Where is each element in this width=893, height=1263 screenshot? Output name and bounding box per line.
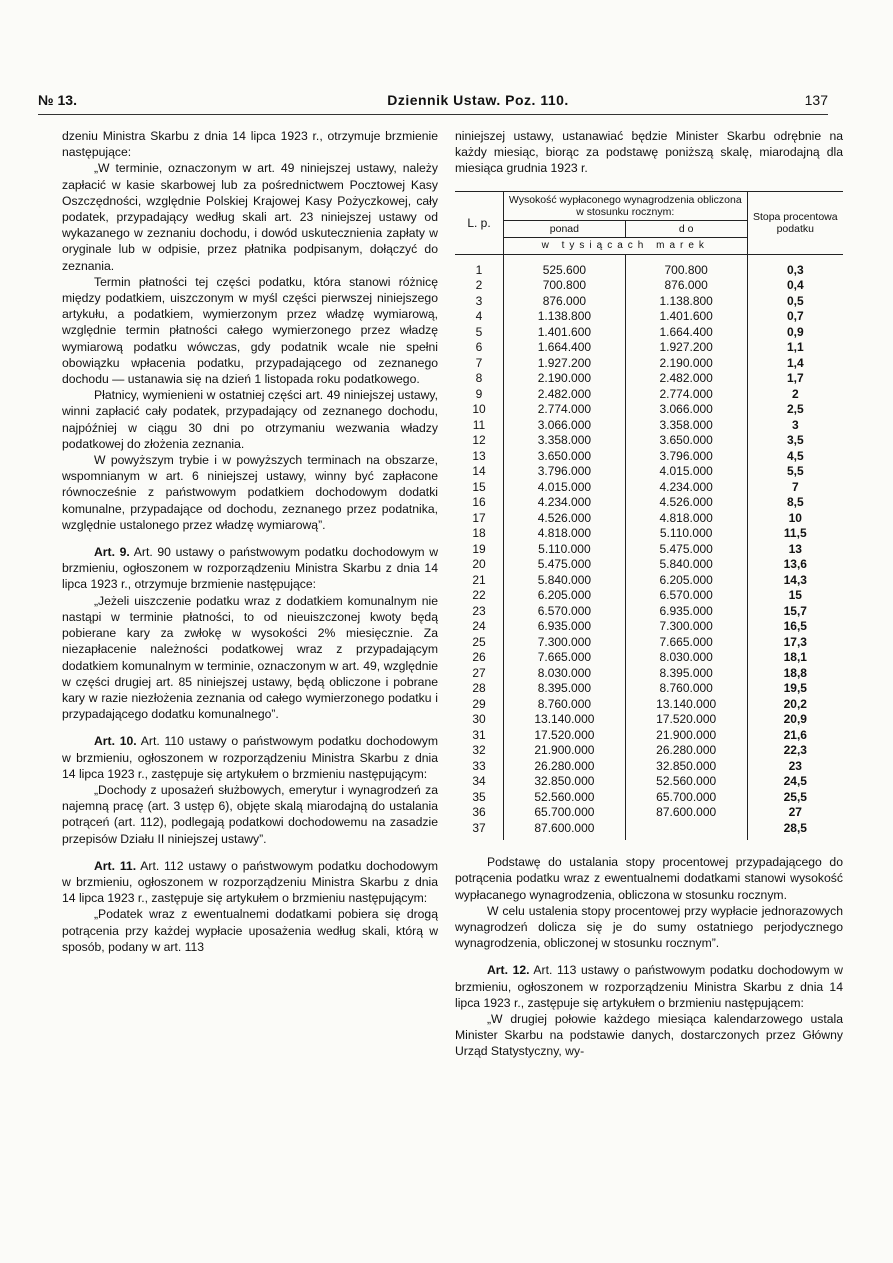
article-text: Art. 112 ustawy o państwowym podatku dochodowym w brzmieniu, ogłoszonem w rozporządzeniu Ministra Skarbu z dnia 14 lipca 1923 r., zastępuje się artykułem o brzmieniu następującym: [62,858,438,906]
cell-lp: 21 [455,573,504,589]
cell-rate: 23 [788,758,802,773]
cell-rate: 0,9 [786,324,804,339]
table-row [455,728,843,744]
table-row [455,573,843,589]
cell-to: 21.900.000 [625,728,747,744]
cell-to: 2.190.000 [625,356,747,372]
cell-from: 6.570.000 [504,604,626,620]
cell-rate: 28,5 [783,820,807,835]
cell-to: 6.570.000 [625,588,747,604]
cell-from: 8.030.000 [504,666,626,682]
table-row [455,681,843,697]
cell-lp: 16 [455,495,504,511]
table-row [455,309,843,325]
cell-lp: 29 [455,697,504,713]
table-row [455,650,843,666]
cell-lp: 33 [455,759,504,775]
cell-from: 700.800 [504,278,626,294]
table-row [455,511,843,527]
article-label: Art. 9. [94,545,130,560]
table-row [455,325,843,341]
cell-to: 7.300.000 [625,619,747,635]
cell-rate: 18,1 [783,650,807,665]
cell-to: 65.700.000 [625,790,747,806]
cell-to: 2.482.000 [625,371,747,387]
cell-from: 7.300.000 [504,635,626,651]
cell-lp: 3 [455,294,504,310]
paragraph: niniejszej ustawy, ustanawiać będzie Minister Skarbu odrębnie na każdy miesiąc, biorąc za podstawę poniższą skalę, miarodajną dla miesiąca grudnia 1923 r. [455,129,843,176]
column-header-rate: Stopa procentowa podatku [747,191,843,254]
cell-to: 6.935.000 [625,604,747,620]
cell-to: 3.650.000 [625,433,747,449]
paragraph: „Podatek wraz z ewentualnemi dodatkami pobiera się drogą potrącenia przy każdej wypłacie uposażenia według skali, którą w sposób, podany w art. 113 [62,907,438,954]
cell-to: 700.800 [625,254,747,278]
paragraph: Płatnicy, wymienieni w ostatniej części art. 49 niniejszej ustawy, winni zapłacić cały podatek, przypadający od zeznanego dochodu, najpóźniej w ciągu 30 dni po otrzymaniu wezwania władzy podatkowej do złożenia zeznania. [62,388,438,451]
cell-from: 87.600.000 [504,821,626,841]
cell-from: 8.760.000 [504,697,626,713]
table-row [455,356,843,372]
cell-to: 3.358.000 [625,418,747,434]
table-row [455,805,843,821]
cell-rate: 5,5 [786,464,804,479]
cell-to: 4.234.000 [625,480,747,496]
cell-from: 4.818.000 [504,526,626,542]
cell-to: 1.401.600 [625,309,747,325]
cell-lp: 13 [455,449,504,465]
cell-rate: 1,7 [786,371,804,386]
cell-lp: 8 [455,371,504,387]
cell-lp: 14 [455,464,504,480]
tax-scale-table [455,191,843,841]
cell-rate: 11,5 [783,526,807,541]
issue-number: № 13. [38,92,77,108]
article-label: Art. 10. [94,734,137,749]
cell-lp: 2 [455,278,504,294]
cell-to: 6.205.000 [625,573,747,589]
tax-scale-table-wrapper [455,191,843,841]
cell-lp: 31 [455,728,504,744]
cell-to: 32.850.000 [625,759,747,775]
cell-lp: 27 [455,666,504,682]
table-row [455,759,843,775]
left-column [62,128,438,955]
cell-to: 52.560.000 [625,774,747,790]
cell-lp: 36 [455,805,504,821]
paragraph: dzeniu Ministra Skarbu z dnia 14 lipca 1923 r., otrzymuje brzmienie następujące: [62,129,438,160]
table-row [455,418,843,434]
table-row [455,433,843,449]
cell-lp: 34 [455,774,504,790]
table-row [455,604,843,620]
article-10 [62,733,438,782]
cell-rate: 0,4 [786,278,804,293]
table-row [455,480,843,496]
cell-rate: 19,5 [783,681,807,696]
paragraph: Podstawę do ustalania stopy procentowej przypadającego do potrącenia podatku wraz z ewentualnemi dodatkami stanowi wysokość wypłacanego wynagrodzenia, obliczona w stosunku rocznym. [455,855,843,902]
table-row [455,371,843,387]
cell-from: 5.840.000 [504,573,626,589]
cell-to: 3.796.000 [625,449,747,465]
cell-from: 52.560.000 [504,790,626,806]
cell-from: 21.900.000 [504,743,626,759]
paragraph: „Dochody z uposażeń służbowych, emerytur i wynagrodzeń za najemną pracę (art. 3 ustęp 6), objęte skalą miarodajną do ustalania potrąceń (art. 112), podlegają podatkowi dochodowemu na zasadzie przepisów Działu II niniejszej ustawy”. [62,782,438,846]
cell-from: 26.280.000 [504,759,626,775]
cell-rate: 13 [788,541,802,556]
column-header-from: ponad [504,220,626,237]
cell-to: 87.600.000 [625,805,747,821]
cell-lp: 25 [455,635,504,651]
column-header-wage: Wysokość wypłaconego wynagrodzenia obliczona w stosunku rocznym: [504,191,748,220]
header-rule [38,114,828,115]
cell-from: 1.401.600 [504,325,626,341]
cell-from: 3.358.000 [504,433,626,449]
table-row [455,340,843,356]
cell-rate: 16,5 [783,619,807,634]
paragraph: „W drugiej połowie każdego miesiąca kalendarzowego ustala Minister Skarbu na podstawie danych, dostarczonych przez Główny Urząd Statystyczny, wy- [455,1011,843,1059]
cell-from: 4.015.000 [504,480,626,496]
cell-lp: 24 [455,619,504,635]
table-row [455,542,843,558]
paragraph: „Jeżeli uiszczenie podatku wraz z dodatkiem komunalnym nie nastąpi w terminie płatności, to od nieuiszczonej kwoty będą pobierane kary za zwłokę w wysokości 2% miesięcznie. Za niezapłacenie należności podatkowej wraz z przypadającym dodatkiem komunalnym w terminie, oznaczonym w art. 49, względnie w części drugiej art. 85 niniejszej ustawy, będą obliczone i pobrane kary w razie niezłożenia zeznania od całego wymierzonego podatku i przypadającego dodatku komunalnego”. [62,593,438,722]
table-row [455,449,843,465]
table-row [455,619,843,635]
column-header-to: d o [625,220,747,237]
cell-lp: 9 [455,387,504,403]
cell-from: 2.774.000 [504,402,626,418]
column-header-lp: L. p. [455,191,504,254]
cell-lp: 1 [455,254,504,278]
cell-lp: 23 [455,604,504,620]
cell-lp: 28 [455,681,504,697]
cell-from: 5.475.000 [504,557,626,573]
cell-rate: 15,7 [783,603,807,618]
cell-rate: 0,7 [786,309,804,324]
cell-lp: 19 [455,542,504,558]
cell-from: 8.395.000 [504,681,626,697]
cell-lp: 10 [455,402,504,418]
cell-rate: 13,6 [783,557,807,572]
table-row [455,278,843,294]
cell-lp: 22 [455,588,504,604]
table-row [455,821,843,841]
table-row [455,254,843,278]
cell-from: 5.110.000 [504,542,626,558]
table-row [455,387,843,403]
cell-to: 8.030.000 [625,650,747,666]
article-text: Art. 110 ustawy o państwowym podatku dochodowym w brzmieniu, ogłoszonem w rozporządzeniu Ministra Skarbu z dnia 14 lipca 1923 r., zastępuje się artykułem o brzmieniu następującym: [62,734,438,781]
cell-lp: 12 [455,433,504,449]
cell-to: 13.140.000 [625,697,747,713]
article-text: Art. 113 ustawy o państwowym podatku dochodowym w brzmieniu, ogłoszonem w rozporządzeniu Ministra Skarbu z dnia 14 lipca 1923 r., zastępuje się artykułem o brzmieniu następującem: [455,963,843,1010]
cell-from: 1.138.800 [504,309,626,325]
article-11 [62,858,438,907]
table-row [455,557,843,573]
cell-from: 3.066.000 [504,418,626,434]
cell-from: 17.520.000 [504,728,626,744]
table-row [455,294,843,310]
cell-lp: 11 [455,418,504,434]
table-row [455,697,843,713]
table-row [455,402,843,418]
cell-rate: 3,5 [786,433,804,448]
article-label: Art. 12. [487,963,530,978]
cell-rate: 17,3 [783,634,807,649]
cell-from: 4.526.000 [504,511,626,527]
cell-lp: 4 [455,309,504,325]
cell-rate: 4,5 [786,448,804,463]
table-row [455,495,843,511]
page-header [38,92,828,112]
cell-to: 876.000 [625,278,747,294]
cell-rate: 20,9 [783,712,807,727]
cell-rate: 20,2 [783,696,807,711]
cell-lp: 15 [455,480,504,496]
cell-from: 13.140.000 [504,712,626,728]
column-header-unit: w tysiącach marek [504,237,748,254]
table-row [455,743,843,759]
cell-rate: 22,3 [783,743,807,758]
paragraph: Termin płatności tej części podatku, która stanowi różnicę między podatkiem, uiszczonym w myśl części pierwszej niniejszego artykułu, a podatkiem, wymierzonym przez władzę wymiarową, względnie termin płatności całego wymierzonego przez władzę wymiarową podatku wówczas, gdy podatnik wcale nie spełni obowiązku wpłacenia podatku, przypadającego od zeznanego dochodu — ustanawia się na dzień 1 listopada roku podatkowego. [62,274,438,387]
cell-rate: 21,6 [783,727,807,742]
cell-to: 1.664.400 [625,325,747,341]
table-row [455,774,843,790]
cell-from: 4.234.000 [504,495,626,511]
cell-from: 65.700.000 [504,805,626,821]
cell-from: 7.665.000 [504,650,626,666]
cell-lp: 17 [455,511,504,527]
cell-from: 876.000 [504,294,626,310]
cell-from: 3.796.000 [504,464,626,480]
table-row [455,588,843,604]
cell-to: 8.760.000 [625,681,747,697]
cell-from: 3.650.000 [504,449,626,465]
cell-rate: 0,5 [786,293,804,308]
table-row [455,712,843,728]
cell-rate: 24,5 [783,774,807,789]
table-body [455,254,843,840]
article-9 [62,544,438,593]
cell-from: 32.850.000 [504,774,626,790]
cell-lp: 5 [455,325,504,341]
cell-from: 2.190.000 [504,371,626,387]
cell-to: 8.395.000 [625,666,747,682]
cell-to: 7.665.000 [625,635,747,651]
page-number: 137 [804,92,828,108]
article-12 [455,962,843,1011]
cell-lp: 37 [455,821,504,841]
cell-from: 525.600 [504,254,626,278]
cell-to: 5.840.000 [625,557,747,573]
article-label: Art. 11. [94,858,137,873]
cell-from: 2.482.000 [504,387,626,403]
cell-rate: 1,4 [786,355,804,370]
paragraph: W celu ustalenia stopy procentowej przy wypłacie jednorazowych wynagrodzeń dolicza się je do sumy ostatniego perjodycznego wynagrodzenia, obliczonej w stosunku rocznym”. [455,903,843,951]
cell-rate: 10 [788,510,802,525]
cell-to: 4.526.000 [625,495,747,511]
cell-rate: 25,5 [783,789,807,804]
cell-lp: 18 [455,526,504,542]
cell-from: 6.935.000 [504,619,626,635]
cell-from: 1.927.200 [504,356,626,372]
cell-rate: 1,1 [786,340,804,355]
cell-to: 26.280.000 [625,743,747,759]
cell-rate: 0,3 [786,262,804,277]
cell-to: 5.110.000 [625,526,747,542]
cell-to: 2.774.000 [625,387,747,403]
table-row [455,790,843,806]
table-row [455,526,843,542]
cell-lp: 26 [455,650,504,666]
journal-title: Dziennik Ustaw. Poz. 110. [387,92,569,108]
cell-rate: 3 [791,417,799,432]
cell-rate: 27 [788,805,802,820]
cell-to: 1.927.200 [625,340,747,356]
article-text: Art. 90 ustawy o państwowym podatku dochodowym w brzmieniu, ogłoszonem w rozporządzeniu Ministra Skarbu z dnia 14 lipca 1923 r., otrzymuje brzmienie następujące: [62,545,438,592]
cell-to: 17.520.000 [625,712,747,728]
cell-rate: 15 [788,588,802,603]
cell-to: 5.475.000 [625,542,747,558]
cell-rate: 14,3 [783,572,807,587]
cell-rate: 7 [791,479,799,494]
cell-to [625,821,747,841]
cell-lp: 35 [455,790,504,806]
cell-from: 1.664.400 [504,340,626,356]
table-row [455,666,843,682]
cell-lp: 6 [455,340,504,356]
cell-lp: 30 [455,712,504,728]
cell-lp: 32 [455,743,504,759]
cell-lp: 20 [455,557,504,573]
cell-to: 4.818.000 [625,511,747,527]
cell-rate: 2 [791,386,799,401]
right-column [455,128,843,1060]
cell-to: 1.138.800 [625,294,747,310]
paragraph: W powyższym trybie i w powyższych terminach na obszarze, wspomnianym w art. 6 niniejszej ustawy, winny być zapłacone równocześnie z państwowym podatkiem dochodowym dodatki komunalne, przypadające od dochodu, zeznanego przez podatnika, względnie ustalonego przez władzę wymiarową”. [62,453,438,532]
cell-rate: 2,5 [786,402,804,417]
cell-to: 4.015.000 [625,464,747,480]
table-row [455,635,843,651]
table-row [455,464,843,480]
cell-lp: 7 [455,356,504,372]
cell-from: 6.205.000 [504,588,626,604]
cell-rate: 18,8 [783,665,807,680]
cell-rate: 8,5 [786,495,804,510]
paragraph: „W terminie, oznaczonym w art. 49 niniejszej ustawy, należy zapłacić w kasie skarbowej lub za pośrednictwem Pocztowej Kasy Oszczędności, względnie Polskiej Krajowej Kasy Pożyczkowej, cały podatek, przypadający według skali art. 23 niniejszej ustawy od wykazanego w zeznaniu dochodu, i dowód uskutecznienia zapłaty w oryginale lub w odpisie, przez płatnika podpisanym, dołączyć do zeznania. [62,161,438,273]
cell-to: 3.066.000 [625,402,747,418]
